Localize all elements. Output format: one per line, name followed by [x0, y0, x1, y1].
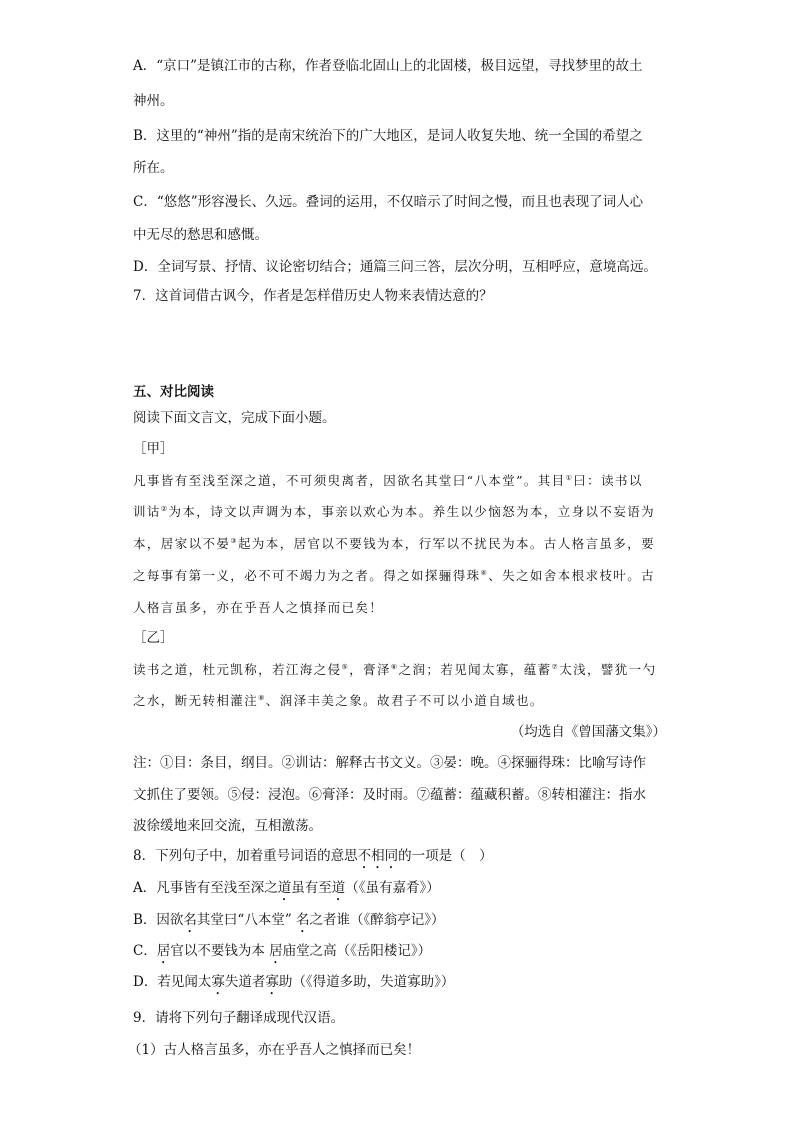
passage-jia-line: 训诂②为本，诗文以声调为本，事亲以欢心为本。养生以少恼怒为本，立身以不妄语为	[133, 504, 656, 519]
passage-jia-line: 人格言虽多，亦在乎吾人之慎择而已矣！	[133, 600, 384, 615]
question-8-stem: 8．下列句子中，加着重号词语的意思不相同的一项是（ ）	[133, 848, 493, 864]
q6-option-b-line1: B．这里的“神州”指的是南宋统治下的广大地区，是词人收复失地、统一全国的希望之	[133, 128, 643, 144]
q6-option-d: D．全词写景、抒情、议论密切结合；通篇三问三答，层次分明，互相呼应，意境高远。	[133, 259, 657, 275]
annotation-line: 注：①目：条目，纲目。②训诂：解释古书文义。③晏：晚。④探骊得珠：比喻写诗作	[133, 755, 646, 771]
question-7: 7．这首词借古讽今，作者是怎样借历史人物来表情达意的？	[133, 288, 493, 304]
question-9-stem: 9．请将下列句子翻译成现代汉语。	[133, 1010, 345, 1026]
q8-option-a: A．凡事皆有至浅至深之道虽有至道（《虽有嘉肴》）	[133, 880, 440, 896]
passage-jia-line: 凡事皆有至浅至深之道，不可须臾离者，因欲名其堂曰“八本堂”。其目①曰：读书以	[133, 473, 643, 488]
passage-jia-line: 之每事有第一义，必不可不竭力为之者。得之如探骊得珠④、失之如舍本根求枝叶。古	[133, 568, 656, 583]
question-9-item-1: （1）古人格言虽多，亦在乎吾人之慎择而已矣！	[128, 1042, 421, 1058]
section-5-intro: 阅读下面文言文，完成下面小题。	[133, 410, 336, 426]
annotation-line: 文抓住了要领。⑤侵：浸泡。⑥膏泽：及时雨。⑦蕴蓄：蕴藏积蓄。⑧转相灌注：指水	[133, 787, 646, 803]
passage-yi-label: ［乙］	[133, 630, 174, 646]
q8-option-c: C．居官以不要钱为本 居庙堂之高（《岳阳楼记》）	[133, 943, 432, 959]
q6-option-a-line2: 神州。	[133, 93, 174, 109]
q6-option-b-line2: 所在。	[133, 160, 174, 176]
annotation-line: 波徐缓地来回交流，互相激荡。	[133, 818, 322, 834]
passage-source: （均选自《曾国藩文集》）	[510, 724, 666, 740]
q8-option-d: D．若见闻太寡失道者寡助（《得道多助，失道寡助》）	[133, 974, 455, 990]
passage-yi-line: 之水，断无转相灌注⑧、润泽丰美之象。故君子不可以小道自域也。	[133, 693, 544, 708]
section-5-title: 五、对比阅读	[133, 384, 214, 400]
q6-option-a-line1: A．“京口”是镇江市的古称，作者登临北固山上的北固楼，极目远望，寻找梦里的故土	[133, 58, 643, 74]
q6-option-c-line2: 中无尽的愁思和感慨。	[133, 227, 268, 243]
passage-yi-line: 读书之道，杜元凯称，若江海之侵⑤，膏泽⑥之润；若见闻太寡，蕴蓄⑦太浅，譬犹一勺	[133, 662, 657, 677]
q8-option-b: B．因欲名其堂曰“八本堂” 名之者谁（《醉翁亭记》）	[133, 912, 445, 928]
passage-jia-label: ［甲］	[133, 441, 174, 457]
q6-option-c-line1: C．“悠悠”形容漫长、久远。叠词的运用，不仅暗示了时间之慢，而且也表现了词人心	[133, 194, 644, 210]
passage-jia-line: 本，居家以不晏③起为本，居官以不要钱为本，行军以不扰民为本。古人格言虽多，要	[133, 536, 656, 551]
